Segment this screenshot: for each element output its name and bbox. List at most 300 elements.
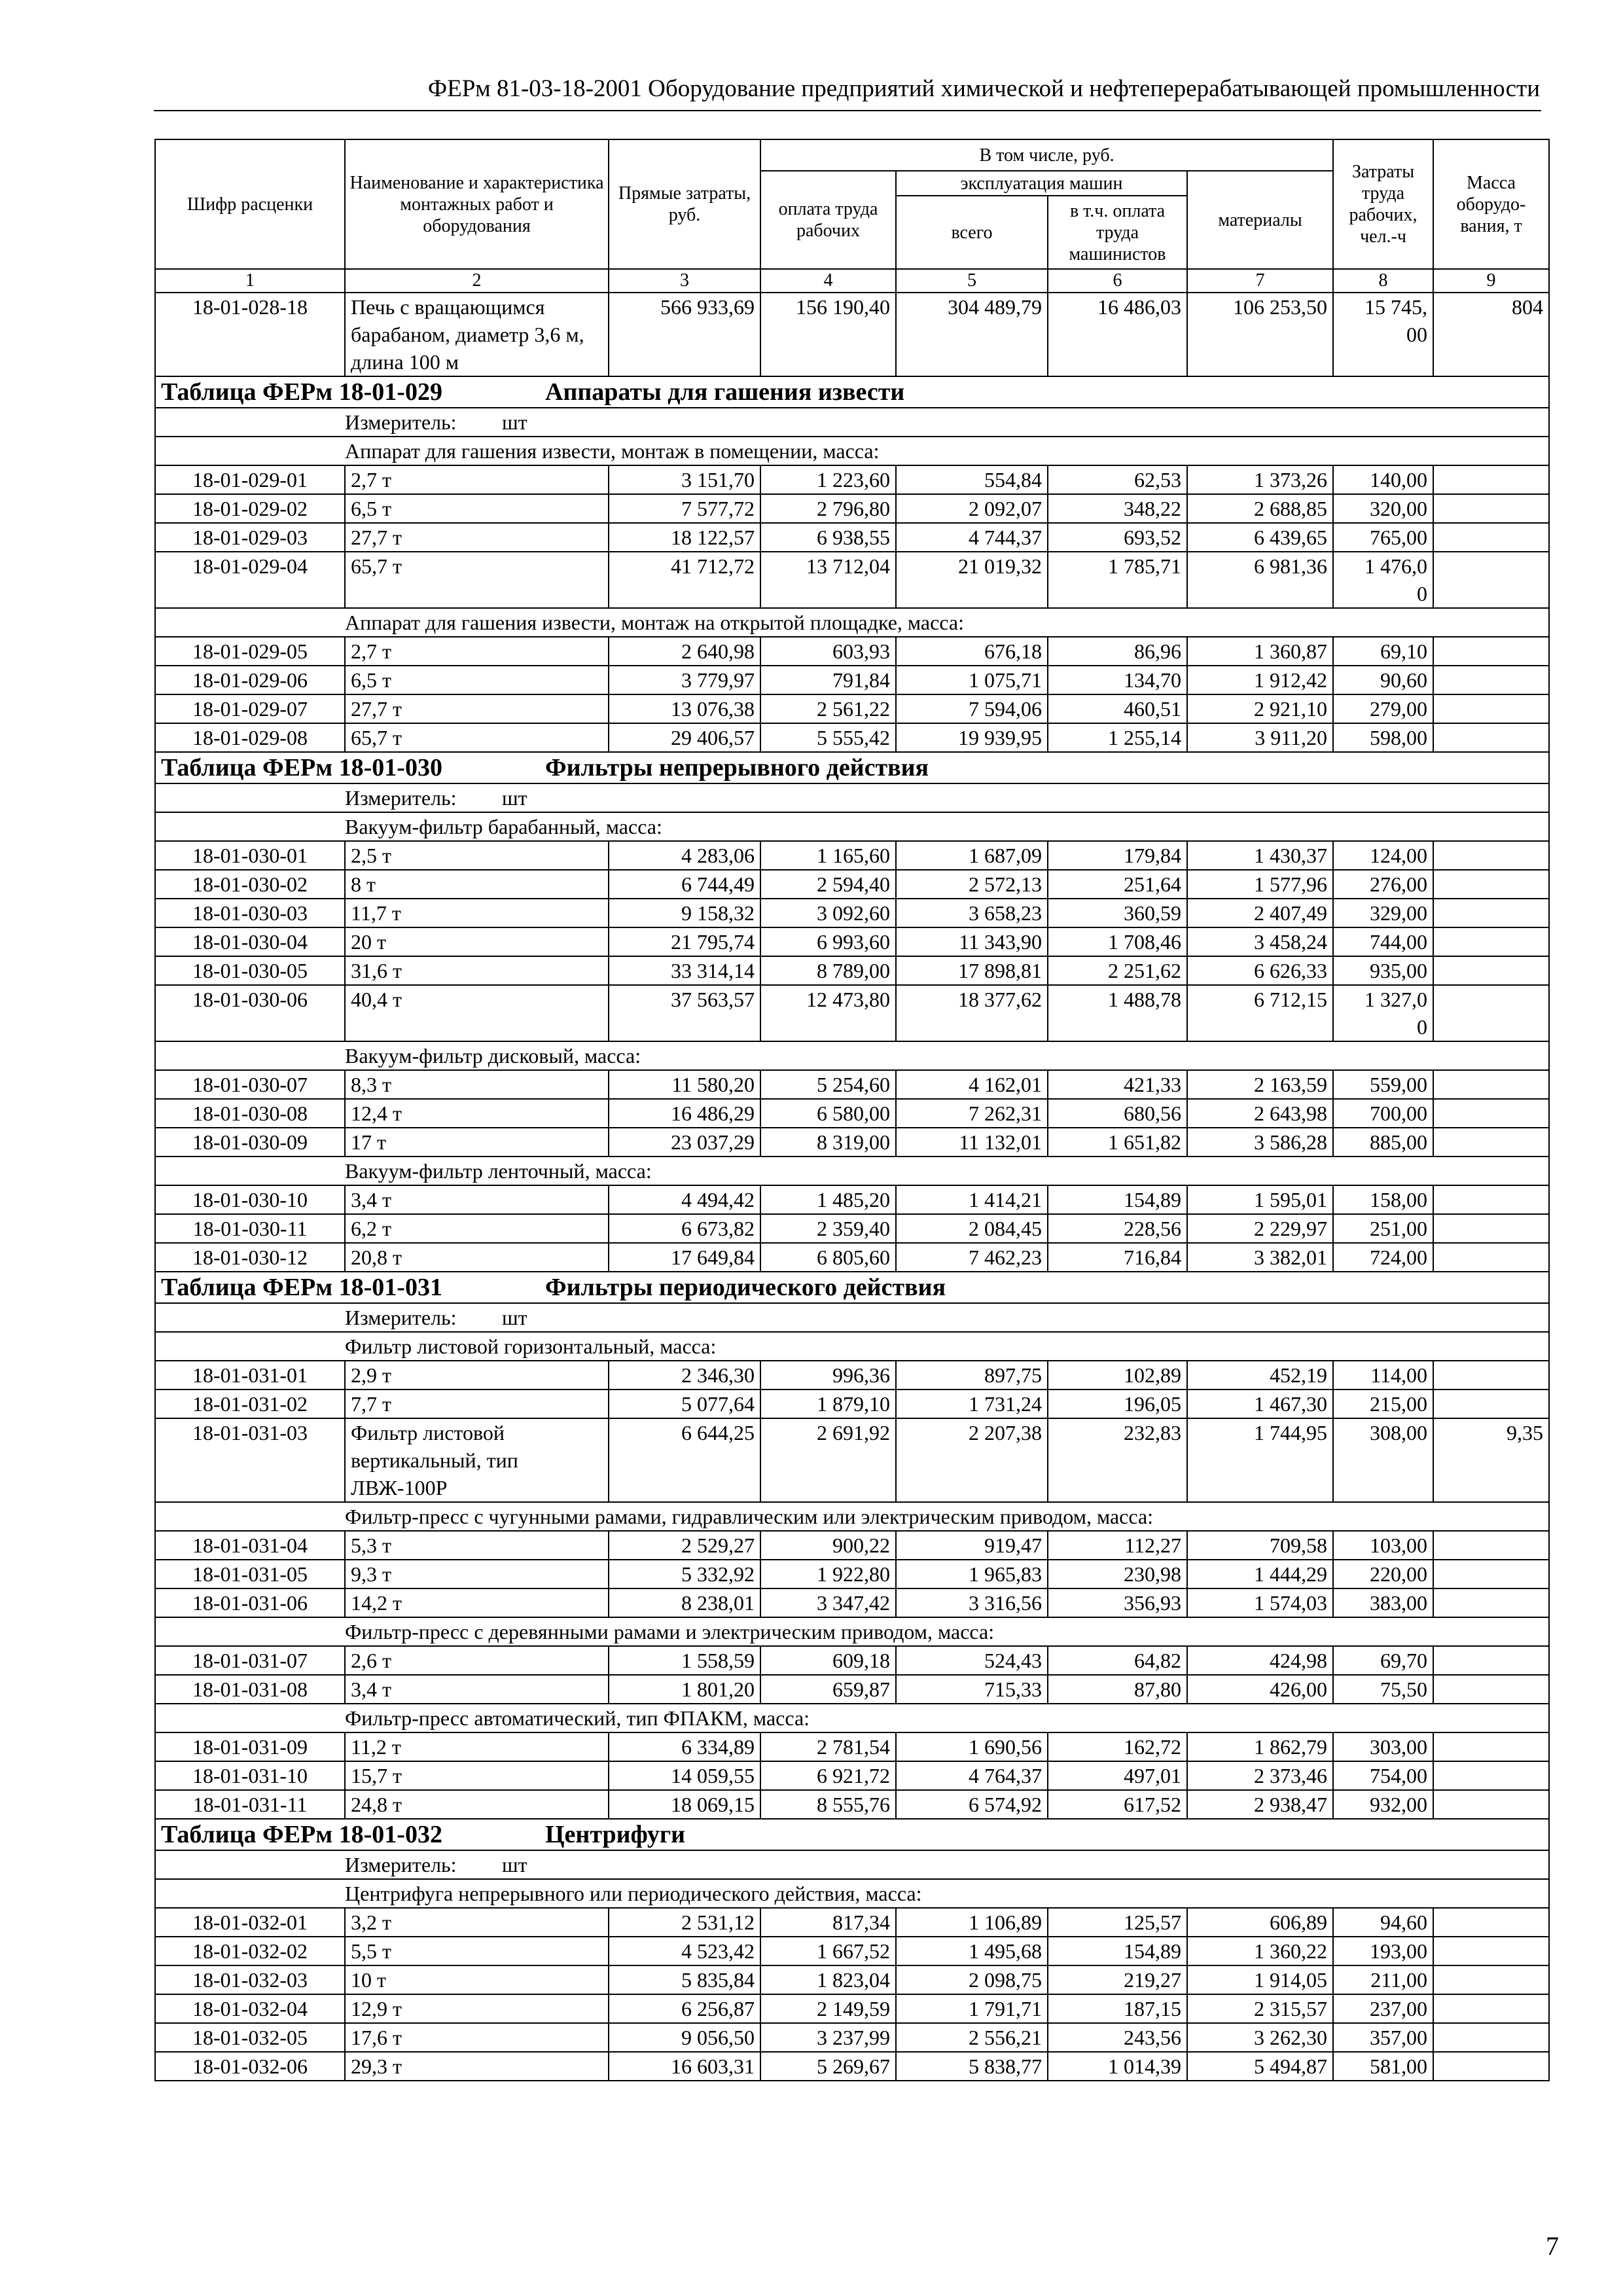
direct-costs-cell: 16 486,29: [609, 1099, 760, 1128]
page-number: 7: [1546, 2231, 1559, 2261]
rate-code-cell: 18-01-031-01: [155, 1361, 345, 1390]
equipment-mass-cell: [1433, 723, 1549, 752]
machines-total-cell: 919,47: [896, 1531, 1048, 1560]
labor-pay-cell: 2 781,54: [760, 1732, 896, 1761]
equipment-mass-cell: [1433, 1099, 1549, 1128]
work-name-cell: 27,7 т: [345, 694, 609, 723]
labor-pay-cell: 8 319,00: [760, 1128, 896, 1157]
work-name-cell: 6,5 т: [345, 494, 609, 523]
machinists-pay-cell: 617,52: [1048, 1790, 1187, 1819]
labor-hours-cell: 15 745, 00: [1333, 293, 1433, 376]
labor-hours-cell: 220,00: [1333, 1560, 1433, 1588]
direct-costs-cell: 7 577,72: [609, 494, 760, 523]
equipment-mass-cell: [1433, 956, 1549, 985]
labor-hours-cell: 581,00: [1333, 2052, 1433, 2081]
machinists-pay-cell: 112,27: [1048, 1531, 1187, 1560]
direct-costs-cell: 4 494,42: [609, 1185, 760, 1214]
direct-costs-cell: 4 283,06: [609, 841, 760, 870]
direct-costs-cell: 17 649,84: [609, 1243, 760, 1272]
work-name-cell: 3,4 т: [345, 1675, 609, 1704]
materials-cell: 1 467,30: [1187, 1390, 1333, 1418]
rate-code-cell: 18-01-030-07: [155, 1070, 345, 1099]
equipment-mass-cell: [1433, 694, 1549, 723]
direct-costs-cell: 14 059,55: [609, 1761, 760, 1790]
labor-pay-cell: 1 922,80: [760, 1560, 896, 1588]
machinists-pay-cell: 232,83: [1048, 1418, 1187, 1502]
machinists-pay-cell: 1 651,82: [1048, 1128, 1187, 1157]
work-name-cell: 7,7 т: [345, 1390, 609, 1418]
work-name-cell: 65,7 т: [345, 723, 609, 752]
work-name-cell: 14,2 т: [345, 1588, 609, 1617]
materials-cell: 2 643,98: [1187, 1099, 1333, 1128]
labor-hours-cell: 308,00: [1333, 1418, 1433, 1502]
table-section-name: Фильтры непрерывного действия: [545, 754, 929, 781]
work-name-cell: 31,6 т: [345, 956, 609, 985]
machines-total-cell: 2 098,75: [896, 1965, 1048, 1994]
work-name-cell: 2,9 т: [345, 1361, 609, 1390]
rate-code-cell: 18-01-030-12: [155, 1243, 345, 1272]
materials-cell: 6 712,15: [1187, 985, 1333, 1041]
machines-total-cell: 5 838,77: [896, 2052, 1048, 2081]
materials-cell: 606,89: [1187, 1908, 1333, 1937]
machinists-pay-cell: 102,89: [1048, 1361, 1187, 1390]
work-name-cell: 6,2 т: [345, 1214, 609, 1243]
direct-costs-cell: 37 563,57: [609, 985, 760, 1041]
machines-total-cell: 4 162,01: [896, 1070, 1048, 1099]
subheading-cell: Вакуум-фильтр барабанный, масса:: [155, 812, 1549, 841]
machinists-pay-cell: 64,82: [1048, 1646, 1187, 1675]
column-number: 1: [155, 269, 345, 293]
machinists-pay-cell: 86,96: [1048, 637, 1187, 666]
table-section-title: [155, 752, 1549, 783]
materials-cell: 2 921,10: [1187, 694, 1333, 723]
unit-value: шт: [502, 1306, 527, 1329]
work-name-cell: 11,2 т: [345, 1732, 609, 1761]
machines-total-cell: 3 316,56: [896, 1588, 1048, 1617]
column-number: 3: [609, 269, 760, 293]
table-row: [155, 1646, 1549, 1675]
equipment-mass-cell: [1433, 1761, 1549, 1790]
rate-code-cell: 18-01-029-06: [155, 666, 345, 694]
machines-total-cell: 11 343,90: [896, 927, 1048, 956]
work-name-cell: 20,8 т: [345, 1243, 609, 1272]
machinists-pay-cell: 356,93: [1048, 1588, 1187, 1617]
machinists-pay-cell: 360,59: [1048, 899, 1187, 927]
table-row: [155, 870, 1549, 899]
equipment-mass-cell: [1433, 1937, 1549, 1965]
table-row: [155, 927, 1549, 956]
labor-hours-cell: 765,00: [1333, 523, 1433, 552]
labor-hours-cell: 124,00: [1333, 841, 1433, 870]
labor-hours-cell: 158,00: [1333, 1185, 1433, 1214]
machinists-pay-cell: 2 251,62: [1048, 956, 1187, 985]
table-row: [155, 723, 1549, 752]
rate-code-cell: 18-01-029-01: [155, 465, 345, 494]
labor-pay-cell: 6 580,00: [760, 1099, 896, 1128]
work-name-cell: Фильтр листовой вертикальный, тип ЛВЖ-100Р: [345, 1418, 609, 1502]
table-header: [155, 139, 1549, 293]
machinists-pay-cell: 230,98: [1048, 1560, 1187, 1588]
rate-code-cell: 18-01-029-05: [155, 637, 345, 666]
table-row: [155, 956, 1549, 985]
machines-total-cell: 715,33: [896, 1675, 1048, 1704]
labor-pay-cell: 603,93: [760, 637, 896, 666]
labor-hours-cell: 1 327,0 0: [1333, 985, 1433, 1041]
direct-costs-cell: 16 603,31: [609, 2052, 760, 2081]
column-number: 7: [1187, 269, 1333, 293]
machines-total-cell: 676,18: [896, 637, 1048, 666]
labor-hours-cell: 279,00: [1333, 694, 1433, 723]
table-row: [155, 841, 1549, 870]
direct-costs-cell: 9 056,50: [609, 2023, 760, 2052]
table-row: [155, 1361, 1549, 1390]
labor-hours-cell: 357,00: [1333, 2023, 1433, 2052]
labor-hours-cell: 75,50: [1333, 1675, 1433, 1704]
rate-code-cell: 18-01-031-09: [155, 1732, 345, 1761]
labor-hours-cell: 383,00: [1333, 1588, 1433, 1617]
unit-value: шт: [502, 1853, 527, 1876]
table-section-title: [155, 1819, 1549, 1850]
materials-cell: 1 744,95: [1187, 1418, 1333, 1502]
machines-total-cell: 1 414,21: [896, 1185, 1048, 1214]
machines-total-cell: 1 075,71: [896, 666, 1048, 694]
equipment-mass-cell: [1433, 1243, 1549, 1272]
labor-pay-cell: 2 359,40: [760, 1214, 896, 1243]
direct-costs-cell: 5 835,84: [609, 1965, 760, 1994]
machinists-pay-cell: 16 486,03: [1048, 293, 1187, 376]
table-row: [155, 637, 1549, 666]
subheading-row: [155, 1502, 1549, 1531]
direct-costs-cell: 21 795,74: [609, 927, 760, 956]
labor-hours-cell: 329,00: [1333, 899, 1433, 927]
column-number: 8: [1333, 269, 1433, 293]
equipment-mass-cell: [1433, 985, 1549, 1041]
direct-costs-cell: 33 314,14: [609, 956, 760, 985]
rate-code-cell: 18-01-030-03: [155, 899, 345, 927]
labor-hours-cell: 251,00: [1333, 1214, 1433, 1243]
subheading-cell: Аппарат для гашения извести, монтаж в помещении, масса:: [155, 437, 1549, 465]
rate-code-cell: 18-01-032-05: [155, 2023, 345, 2052]
rate-code-cell: 18-01-030-10: [155, 1185, 345, 1214]
equipment-mass-cell: [1433, 1732, 1549, 1761]
labor-pay-cell: 3 237,99: [760, 2023, 896, 2052]
direct-costs-cell: 2 531,12: [609, 1908, 760, 1937]
machines-total-cell: 897,75: [896, 1361, 1048, 1390]
direct-costs-cell: 6 334,89: [609, 1732, 760, 1761]
machines-total-cell: 1 965,83: [896, 1560, 1048, 1588]
machinists-pay-cell: 716,84: [1048, 1243, 1187, 1272]
machinists-pay-cell: 154,89: [1048, 1185, 1187, 1214]
machines-total-cell: 524,43: [896, 1646, 1048, 1675]
labor-pay-cell: 8 789,00: [760, 956, 896, 985]
unit-value: шт: [502, 786, 527, 810]
unit-row: [155, 1303, 1549, 1332]
work-name-cell: 40,4 т: [345, 985, 609, 1041]
labor-pay-cell: 5 254,60: [760, 1070, 896, 1099]
table-row: [155, 494, 1549, 523]
rate-code-cell: 18-01-031-03: [155, 1418, 345, 1502]
work-name-cell: 20 т: [345, 927, 609, 956]
machines-total-cell: 19 939,95: [896, 723, 1048, 752]
subheading-row: [155, 1617, 1549, 1646]
materials-cell: 3 911,20: [1187, 723, 1333, 752]
table-row: [155, 1965, 1549, 1994]
direct-costs-cell: 8 238,01: [609, 1588, 760, 1617]
labor-hours-cell: 276,00: [1333, 870, 1433, 899]
table-row: [155, 465, 1549, 494]
work-name-cell: Печь с вращающимся барабаном, диаметр 3,6 м, длина 100 м: [345, 293, 609, 376]
unit-cell: [155, 1850, 1549, 1879]
unit-cell: [155, 408, 1549, 437]
column-number: 6: [1048, 269, 1187, 293]
direct-costs-cell: 13 076,38: [609, 694, 760, 723]
labor-hours-cell: 754,00: [1333, 1761, 1433, 1790]
machinists-pay-cell: 187,15: [1048, 1994, 1187, 2023]
machines-total-cell: 3 658,23: [896, 899, 1048, 927]
machines-total-cell: 304 489,79: [896, 293, 1048, 376]
subheading-row: [155, 1332, 1549, 1361]
equipment-mass-cell: [1433, 666, 1549, 694]
materials-cell: 709,58: [1187, 1531, 1333, 1560]
equipment-mass-cell: [1433, 1588, 1549, 1617]
materials-cell: 3 458,24: [1187, 927, 1333, 956]
machinists-pay-cell: 228,56: [1048, 1214, 1187, 1243]
direct-costs-cell: 11 580,20: [609, 1070, 760, 1099]
labor-pay-cell: 6 805,60: [760, 1243, 896, 1272]
materials-cell: 2 163,59: [1187, 1070, 1333, 1099]
column-number: 5: [896, 269, 1048, 293]
labor-hours-cell: 1 476,0 0: [1333, 552, 1433, 608]
machines-total-cell: 1 791,71: [896, 1994, 1048, 2023]
equipment-mass-cell: [1433, 1790, 1549, 1819]
machines-total-cell: 1 690,56: [896, 1732, 1048, 1761]
rate-code-cell: 18-01-029-04: [155, 552, 345, 608]
table-body: [155, 293, 1549, 2081]
table-row: [155, 1588, 1549, 1617]
table-row: [155, 523, 1549, 552]
machinists-pay-cell: 62,53: [1048, 465, 1187, 494]
rate-code-cell: 18-01-031-05: [155, 1560, 345, 1588]
equipment-mass-cell: [1433, 899, 1549, 927]
materials-cell: 2 373,46: [1187, 1761, 1333, 1790]
direct-costs-cell: 5 332,92: [609, 1560, 760, 1588]
unit-cell: [155, 783, 1549, 812]
direct-costs-cell: 18 122,57: [609, 523, 760, 552]
machinists-pay-cell: 680,56: [1048, 1099, 1187, 1128]
labor-pay-cell: 12 473,80: [760, 985, 896, 1041]
direct-costs-cell: 3 151,70: [609, 465, 760, 494]
table-row: [155, 1214, 1549, 1243]
work-name-cell: 2,7 т: [345, 637, 609, 666]
equipment-mass-cell: [1433, 1675, 1549, 1704]
direct-costs-cell: 18 069,15: [609, 1790, 760, 1819]
table-section-name: Центрифуги: [545, 1821, 685, 1848]
work-name-cell: 29,3 т: [345, 2052, 609, 2081]
table-row: [155, 2052, 1549, 2081]
unit-label: Измеритель:: [345, 1853, 457, 1876]
rate-code-cell: 18-01-031-02: [155, 1390, 345, 1418]
header-materials: материалы: [1187, 171, 1333, 269]
work-name-cell: 27,7 т: [345, 523, 609, 552]
rate-code-cell: 18-01-030-04: [155, 927, 345, 956]
table-row: [155, 2023, 1549, 2052]
materials-cell: 1 430,37: [1187, 841, 1333, 870]
work-name-cell: 6,5 т: [345, 666, 609, 694]
work-name-cell: 9,3 т: [345, 1560, 609, 1588]
rate-code-cell: 18-01-032-04: [155, 1994, 345, 2023]
direct-costs-cell: 9 158,32: [609, 899, 760, 927]
rate-code-cell: 18-01-031-11: [155, 1790, 345, 1819]
labor-pay-cell: 1 223,60: [760, 465, 896, 494]
direct-costs-cell: 2 346,30: [609, 1361, 760, 1390]
machines-total-cell: 7 594,06: [896, 694, 1048, 723]
equipment-mass-cell: [1433, 1390, 1549, 1418]
rate-code-cell: 18-01-029-02: [155, 494, 345, 523]
table-section-title-row: [155, 1272, 1549, 1303]
materials-cell: 3 382,01: [1187, 1243, 1333, 1272]
equipment-mass-cell: [1433, 637, 1549, 666]
equipment-mass-cell: [1433, 1531, 1549, 1560]
running-header: [154, 71, 1541, 111]
equipment-mass-cell: [1433, 465, 1549, 494]
labor-pay-cell: 900,22: [760, 1531, 896, 1560]
rate-code-cell: 18-01-029-08: [155, 723, 345, 752]
machines-total-cell: 7 262,31: [896, 1099, 1048, 1128]
subheading-cell: Фильтр-пресс с деревянными рамами и электрическим приводом, масса:: [155, 1617, 1549, 1646]
header-labor-pay: оплата труда рабочих: [760, 171, 896, 269]
table-section-code: Таблица ФЕРм 18-01-029: [161, 378, 442, 406]
work-name-cell: 5,5 т: [345, 1937, 609, 1965]
materials-cell: 1 360,87: [1187, 637, 1333, 666]
machinists-pay-cell: 421,33: [1048, 1070, 1187, 1099]
header-labor-hours: Затраты труда рабочих, чел.-ч: [1333, 139, 1433, 269]
labor-hours-cell: 90,60: [1333, 666, 1433, 694]
table-section-title-row: [155, 752, 1549, 783]
direct-costs-cell: 4 523,42: [609, 1937, 760, 1965]
labor-pay-cell: 659,87: [760, 1675, 896, 1704]
labor-pay-cell: 1 823,04: [760, 1965, 896, 1994]
labor-pay-cell: 5 555,42: [760, 723, 896, 752]
equipment-mass-cell: 9,35: [1433, 1418, 1549, 1502]
labor-pay-cell: 609,18: [760, 1646, 896, 1675]
materials-cell: 1 373,26: [1187, 465, 1333, 494]
labor-hours-cell: 559,00: [1333, 1070, 1433, 1099]
labor-hours-cell: 211,00: [1333, 1965, 1433, 1994]
subheading-row: [155, 608, 1549, 637]
header-machinists-pay: в т.ч. оплата труда машинистов: [1048, 196, 1187, 269]
equipment-mass-cell: [1433, 2023, 1549, 2052]
work-name-cell: 17 т: [345, 1128, 609, 1157]
equipment-mass-cell: [1433, 494, 1549, 523]
labor-pay-cell: 1 667,52: [760, 1937, 896, 1965]
direct-costs-cell: 41 712,72: [609, 552, 760, 608]
work-name-cell: 5,3 т: [345, 1531, 609, 1560]
rate-code-cell: 18-01-032-06: [155, 2052, 345, 2081]
labor-pay-cell: 1 165,60: [760, 841, 896, 870]
materials-cell: 2 407,49: [1187, 899, 1333, 927]
labor-hours-cell: 598,00: [1333, 723, 1433, 752]
subheading-cell: Центрифуга непрерывного или периодического действия, масса:: [155, 1879, 1549, 1908]
labor-pay-cell: 6 938,55: [760, 523, 896, 552]
machines-total-cell: 4 764,37: [896, 1761, 1048, 1790]
machines-total-cell: 2 092,07: [896, 494, 1048, 523]
column-numbers-row: [155, 269, 1549, 293]
machinists-pay-cell: 348,22: [1048, 494, 1187, 523]
labor-hours-cell: 114,00: [1333, 1361, 1433, 1390]
machines-total-cell: 11 132,01: [896, 1128, 1048, 1157]
table-row: [155, 1128, 1549, 1157]
machinists-pay-cell: 251,64: [1048, 870, 1187, 899]
machines-total-cell: 2 084,45: [896, 1214, 1048, 1243]
labor-pay-cell: 2 149,59: [760, 1994, 896, 2023]
equipment-mass-cell: [1433, 841, 1549, 870]
work-name-cell: 12,9 т: [345, 1994, 609, 2023]
direct-costs-cell: 2 529,27: [609, 1531, 760, 1560]
table-row: [155, 1560, 1549, 1588]
work-name-cell: 8,3 т: [345, 1070, 609, 1099]
labor-hours-cell: 69,70: [1333, 1646, 1433, 1675]
rate-code-cell: 18-01-030-06: [155, 985, 345, 1041]
machines-total-cell: 21 019,32: [896, 552, 1048, 608]
subheading-row: [155, 1704, 1549, 1732]
labor-hours-cell: 885,00: [1333, 1128, 1433, 1157]
labor-hours-cell: 193,00: [1333, 1937, 1433, 1965]
unit-label: Измеритель:: [345, 1306, 457, 1329]
work-name-cell: 8 т: [345, 870, 609, 899]
work-name-cell: 2,6 т: [345, 1646, 609, 1675]
work-name-cell: 24,8 т: [345, 1790, 609, 1819]
labor-pay-cell: 996,36: [760, 1361, 896, 1390]
equipment-mass-cell: [1433, 1214, 1549, 1243]
labor-hours-cell: 724,00: [1333, 1243, 1433, 1272]
machines-total-cell: 2 572,13: [896, 870, 1048, 899]
equipment-mass-cell: [1433, 523, 1549, 552]
table-row: [155, 1790, 1549, 1819]
work-name-cell: 11,7 т: [345, 899, 609, 927]
rate-code-cell: 18-01-032-01: [155, 1908, 345, 1937]
machinists-pay-cell: 134,70: [1048, 666, 1187, 694]
subheading-row: [155, 1157, 1549, 1185]
rate-code-cell: 18-01-030-02: [155, 870, 345, 899]
table-row: [155, 1099, 1549, 1128]
header-machines-total: всего: [896, 196, 1048, 269]
work-name-cell: 3,4 т: [345, 1185, 609, 1214]
materials-cell: 3 262,30: [1187, 2023, 1333, 2052]
labor-hours-cell: 140,00: [1333, 465, 1433, 494]
direct-costs-cell: 5 077,64: [609, 1390, 760, 1418]
labor-pay-cell: 1 485,20: [760, 1185, 896, 1214]
table-row: [155, 985, 1549, 1041]
machinists-pay-cell: 460,51: [1048, 694, 1187, 723]
rate-code-cell: 18-01-030-08: [155, 1099, 345, 1128]
table-row: [155, 1761, 1549, 1790]
equipment-mass-cell: [1433, 870, 1549, 899]
machinists-pay-cell: 125,57: [1048, 1908, 1187, 1937]
machinists-pay-cell: 219,27: [1048, 1965, 1187, 1994]
direct-costs-cell: 29 406,57: [609, 723, 760, 752]
machinists-pay-cell: 154,89: [1048, 1937, 1187, 1965]
subheading-cell: Фильтр-пресс автоматический, тип ФПАКМ, масса:: [155, 1704, 1549, 1732]
table-section-code: Таблица ФЕРм 18-01-032: [161, 1821, 442, 1848]
rate-code-cell: 18-01-029-07: [155, 694, 345, 723]
subheading-cell: Фильтр-пресс с чугунными рамами, гидравлическим или электрическим приводом, масса:: [155, 1502, 1549, 1531]
machinists-pay-cell: 196,05: [1048, 1390, 1187, 1418]
equipment-mass-cell: [1433, 1646, 1549, 1675]
work-name-cell: 17,6 т: [345, 2023, 609, 2052]
subheading-row: [155, 812, 1549, 841]
materials-cell: 2 688,85: [1187, 494, 1333, 523]
table-row: [155, 1185, 1549, 1214]
